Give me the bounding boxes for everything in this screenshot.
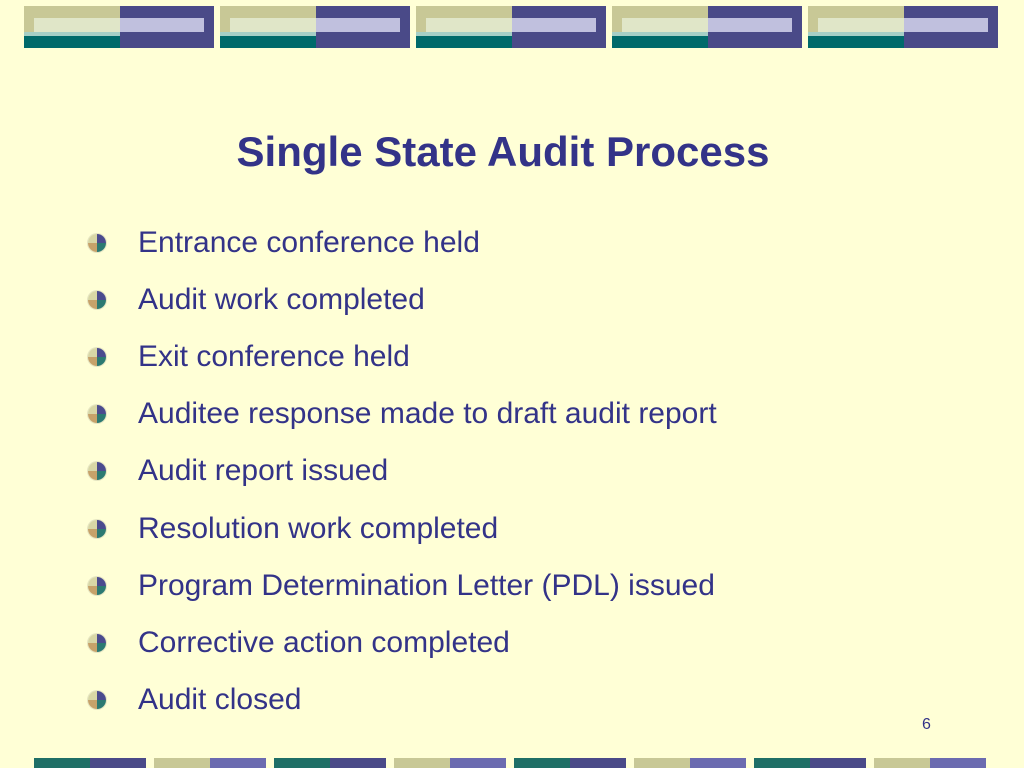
bullet-icon: [88, 405, 106, 423]
list-item: [86, 500, 717, 557]
bottom-decoration-block: [154, 758, 266, 768]
list-item: [86, 386, 717, 443]
bullet-text: Audit report issued: [138, 454, 389, 488]
list-item: [86, 557, 717, 614]
list-item: [86, 214, 717, 271]
bullet-text: Auditee response made to draft audit report: [138, 397, 717, 431]
bullet-icon: [88, 348, 106, 366]
list-item: [86, 443, 717, 500]
list-item: [86, 328, 717, 385]
top-decoration-block: [612, 6, 802, 48]
top-decoration-block: [808, 6, 998, 48]
bullet-text: Exit conference held: [138, 339, 410, 373]
page-number: 6: [922, 716, 931, 733]
list-item: [86, 271, 717, 328]
bullet-icon: [88, 291, 106, 309]
bullet-text: Entrance conference held: [138, 225, 480, 259]
bullet-text: Resolution work completed: [138, 511, 499, 545]
bottom-decoration-block: [754, 758, 866, 768]
bottom-decoration-block: [274, 758, 386, 768]
bullet-icon: [88, 462, 106, 480]
slide-title: Single State Audit Process: [236, 128, 770, 175]
bullet-text: Audit work completed: [138, 282, 425, 316]
bullet-icon: [88, 577, 106, 595]
bullet-icon: [88, 234, 106, 252]
bullet-text: Audit closed: [138, 683, 302, 717]
top-decoration-block: [416, 6, 606, 48]
bullet-icon: [88, 634, 106, 652]
bottom-decoration-block: [34, 758, 146, 768]
top-decorative-band: [0, 0, 1024, 60]
bullet-text: Corrective action completed: [138, 625, 510, 659]
list-item: [86, 672, 717, 729]
bullet-list: [86, 214, 717, 729]
top-decoration-block: [24, 6, 214, 48]
bottom-decoration-block: [874, 758, 986, 768]
bullet-icon: [88, 691, 106, 709]
list-item: [86, 614, 717, 671]
bullet-icon: [88, 520, 106, 538]
bottom-decoration-block: [394, 758, 506, 768]
top-decoration-block: [220, 6, 410, 48]
bottom-decoration-block: [634, 758, 746, 768]
bullet-text: Program Determination Letter (PDL) issued: [138, 568, 715, 602]
bottom-decorative-band: [0, 758, 1024, 768]
bottom-decoration-block: [514, 758, 626, 768]
